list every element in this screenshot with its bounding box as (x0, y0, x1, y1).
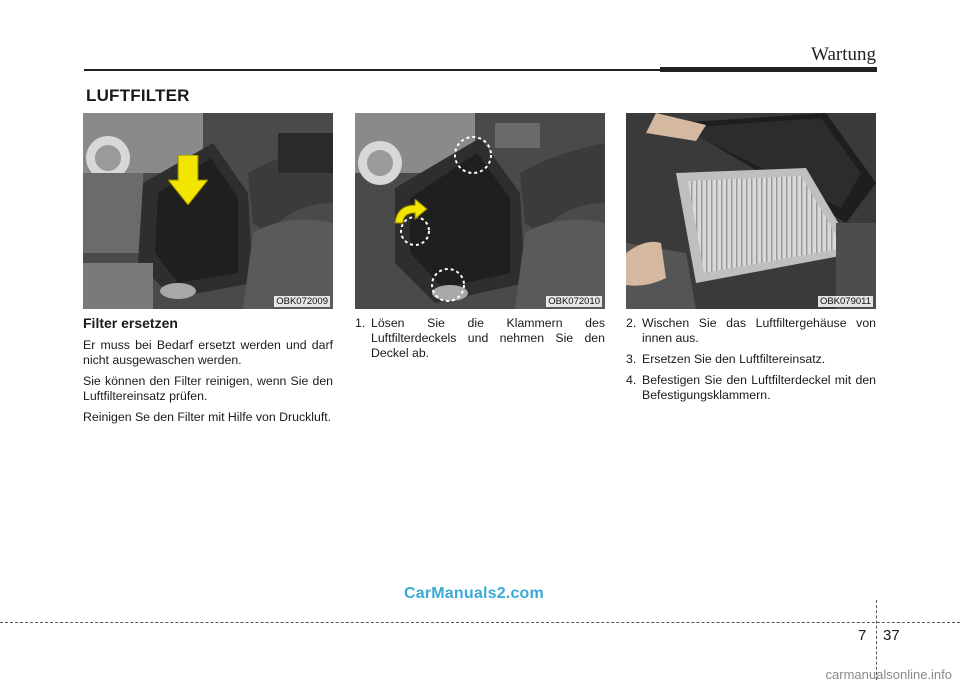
down-arrow-icon (168, 155, 208, 205)
step-text: Lösen Sie die Klammern des Luftfilterdeckels und nehmen Sie den Deckel ab. (371, 316, 605, 360)
paragraph: Reinigen Se den Filter mit Hilfe von Druckluft. (83, 410, 332, 424)
photo-air-filter-housing (83, 113, 333, 309)
step-number: 4. (626, 373, 637, 387)
column-step-1 (355, 316, 605, 367)
page-number: 37 (883, 627, 900, 644)
chapter-number: 7 (858, 627, 867, 644)
step-text: Ersetzen Sie den Luftfiltereinsatz. (642, 352, 826, 366)
step-item (626, 352, 876, 367)
column-filter-replace (83, 316, 333, 431)
subtitle-filter-ersetzen: Filter ersetzen (83, 315, 178, 331)
step-text: Befestigen Sie den Luftfilterdeckel mit den Befestigungsklammern. (642, 373, 876, 402)
photo-filter-element (626, 113, 876, 309)
step-number: 3. (626, 352, 637, 366)
step-number: 1. (355, 316, 366, 330)
step-number: 2. (626, 316, 637, 330)
column-steps-2-4 (626, 316, 876, 409)
header-bar (660, 67, 877, 72)
footer-rule (0, 622, 960, 623)
photo-filter-clamps (355, 113, 605, 309)
step-item (355, 316, 605, 361)
rotate-arrow-icon (389, 199, 429, 229)
photo-code: OBK072009 (276, 296, 328, 307)
step-item (626, 373, 876, 403)
paragraph: Sie können den Filter reinigen, wenn Sie den Luftfiltereinsatz prüfen. (83, 374, 333, 403)
section-title: LUFTFILTER (86, 86, 190, 105)
step-item (626, 316, 876, 346)
chapter-title: Wartung (811, 44, 876, 65)
watermark-link[interactable]: CarManuals2.com (404, 585, 544, 602)
photo-code: OBK072010 (548, 296, 600, 307)
step-text: Wischen Sie das Luftfiltergehäuse von innen aus. (642, 316, 876, 345)
photo-code: OBK079011 (819, 296, 871, 307)
header-rule (84, 69, 660, 71)
paragraph: Er muss bei Bedarf ersetzt werden und darf nicht ausgewaschen werden. (83, 338, 333, 367)
footer-site-link[interactable]: carmanualsonline.info (825, 667, 952, 682)
